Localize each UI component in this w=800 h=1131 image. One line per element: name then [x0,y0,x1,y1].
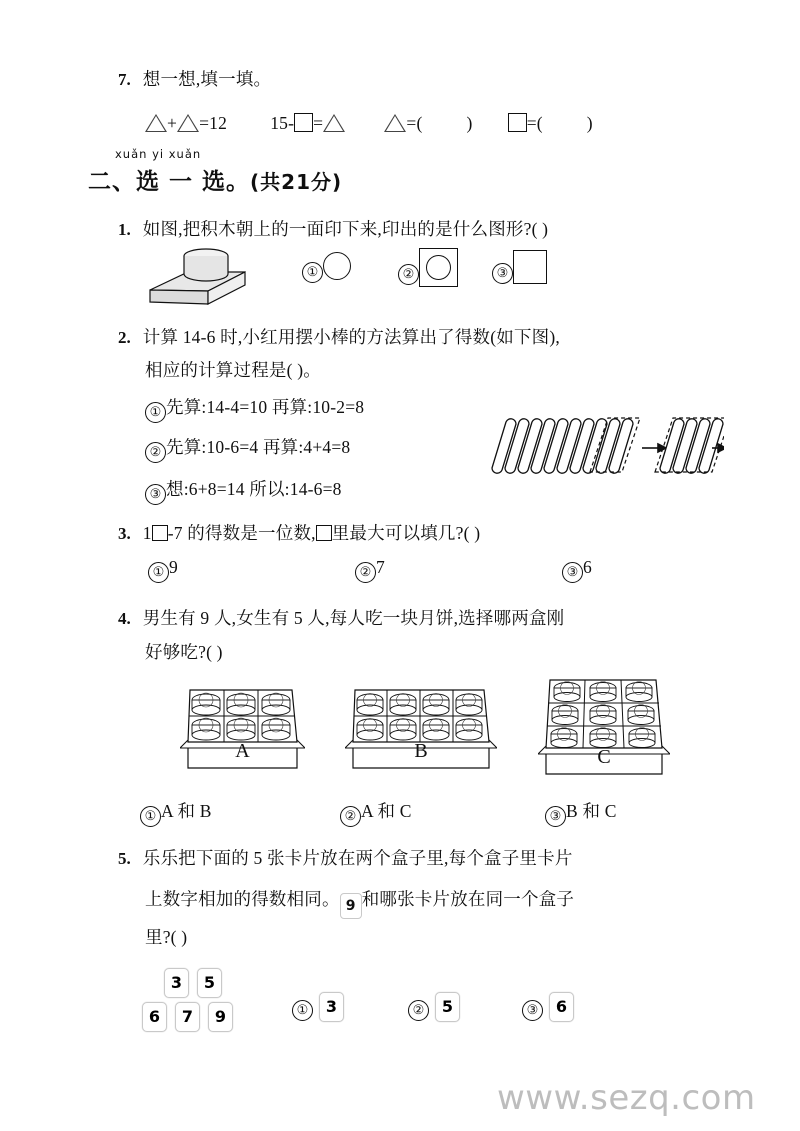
question-1-option-2[interactable] [398,248,458,287]
question-2-option-2[interactable] [145,432,350,463]
equals-open-paren: =( [526,113,543,133]
option-text: B 和 C [566,801,617,821]
question-7-equations [145,108,593,138]
question-3 [118,518,480,548]
question-1-number: 1. [118,220,131,239]
site-watermark: www.sezq.com [497,1078,756,1118]
question-5 [118,843,573,873]
question-3-option-2[interactable] [355,552,385,583]
card-nine: 9 [340,893,362,919]
question-2-option-1[interactable] [145,392,364,423]
triangle-icon [177,114,199,132]
option-marker-1: ① [292,1000,313,1021]
section-period: 。 [226,169,251,195]
option-marker-1: ① [302,262,323,283]
option-marker-3: ③ [145,484,166,505]
option-marker-3: ③ [522,1000,543,1021]
option-text: 9 [169,557,178,577]
card-cluster [142,968,233,1032]
question-4-line-1: 男生有 9 人,女生有 5 人,每人吃一块月饼,选择哪两盒刚 [142,608,565,628]
option-card-6: 6 [549,992,574,1022]
question-5-option-3[interactable] [522,990,574,1022]
option-marker-1: ① [148,562,169,583]
cylinder-on-cuboid-icon [140,246,260,306]
section-title: 选 一 选 [136,169,227,195]
option-text: 7 [376,557,385,577]
square-shape-icon [513,250,547,284]
square-box-icon[interactable] [152,525,168,541]
question-1 [118,214,548,244]
question-5-line-2a: 上数字相加的得数相同。 [145,889,340,909]
question-5-number: 5. [118,849,131,868]
option-text: 先算:10-6=4 再算:4+4=8 [166,437,351,457]
option-marker-1: ① [145,402,166,423]
question-5-line-3: 里?( ) [145,927,188,947]
box-label-c: C [597,746,611,768]
square-box-icon[interactable] [294,113,313,132]
number-fifteen: 15 [270,113,289,133]
section-pinyin: xuǎn yi xuǎn [115,147,202,161]
box-label-b: B [414,740,428,762]
option-text: A 和 B [161,801,212,821]
question-5-option-2[interactable] [408,990,460,1022]
question-7-number: 7. [118,70,131,89]
option-marker-2: ② [398,264,419,285]
question-2-number: 2. [118,328,131,347]
question-2 [118,322,560,352]
card-7[interactable]: 7 [175,1002,200,1032]
option-marker-3: ③ [562,562,583,583]
question-4-option-2[interactable] [340,796,412,827]
box-label-a: A [235,740,250,762]
section-score: (共21分) [250,170,343,194]
option-text: 6 [583,557,592,577]
card-row-bottom [142,1002,233,1032]
close-paren: ) [466,113,473,133]
option-marker-1: ① [140,806,161,827]
circle-in-square-shape-icon [419,248,458,287]
equation-box-answer [508,113,593,133]
equals-open-paren: =( [406,113,423,133]
equation-fifteen-minus-box [270,113,350,133]
question-1-option-3[interactable] [492,250,547,284]
option-card-5: 5 [435,992,460,1022]
triangle-icon [323,114,345,132]
question-3-number: 3. [118,524,131,543]
question-3-option-3[interactable] [562,552,592,583]
question-3-text-a: 1 [142,523,152,543]
question-2-option-3[interactable] [145,474,342,505]
option-text: 先算:14-4=10 再算:10-2=8 [166,397,365,417]
question-4-number: 4. [118,609,131,628]
card-5[interactable]: 5 [197,968,222,998]
option-marker-3: ③ [492,263,513,284]
question-4-option-1[interactable] [140,796,212,827]
question-7-prompt: 想一想,填一填。 [142,69,272,89]
card-3[interactable]: 3 [164,968,189,998]
equation-triangle-answer [384,113,477,133]
circle-shape-icon [323,252,351,280]
mooncake-box-c [538,672,670,780]
card-row-top [164,968,233,998]
question-5-line-1: 乐乐把下面的 5 张卡片放在两个盒子里,每个盒子里卡片 [142,848,573,868]
question-5-line-2b: 和哪张卡片放在同一个盒子 [361,889,575,909]
square-box-icon [508,113,527,132]
square-box-icon [316,525,332,541]
plus-sign: + [167,113,178,133]
counting-sticks-figure [484,412,724,478]
question-4 [118,603,564,633]
triangle-icon [384,114,406,132]
question-7 [118,64,271,94]
option-marker-2: ② [145,442,166,463]
question-3-text-c: 里最大可以填几?( ) [331,523,481,543]
question-3-option-1[interactable] [148,552,178,583]
option-marker-2: ② [408,1000,429,1021]
card-9[interactable]: 9 [208,1002,233,1032]
question-5-line-2 [145,884,574,919]
equals-sign: = [313,113,324,133]
option-card-3: 3 [319,992,344,1022]
section-index: 二、 [88,169,136,195]
option-marker-2: ② [340,806,361,827]
question-1-option-1[interactable] [302,252,351,283]
question-1-text: 如图,把积木朝上的一面印下来,印出的是什么图形?( ) [142,219,549,239]
question-3-text [143,523,480,543]
minus-sign: - [288,113,295,133]
mooncake-box-a [180,678,305,774]
question-2-line-1: 计算 14-6 时,小红用摆小棒的方法算出了得数(如下图), [142,327,560,347]
question-3-text-b: -7 的得数是一位数, [167,523,316,543]
section-heading [88,163,342,196]
option-marker-2: ② [355,562,376,583]
question-2-line-2: 相应的计算过程是( )。 [145,360,321,380]
equation-triangle-sum [145,113,232,133]
option-text: 想:6+8=14 所以:14-6=8 [166,479,342,499]
card-6[interactable]: 6 [142,1002,167,1032]
question-5-option-1[interactable] [292,990,344,1022]
equals-twelve: =12 [199,113,228,133]
question-4-line-2: 好够吃?( ) [145,642,223,662]
triangle-icon [145,114,167,132]
question-4-option-3[interactable] [545,796,617,827]
option-marker-3: ③ [545,806,566,827]
close-paren: ) [586,113,593,133]
mooncake-box-b [345,678,497,774]
option-text: A 和 C [361,801,412,821]
